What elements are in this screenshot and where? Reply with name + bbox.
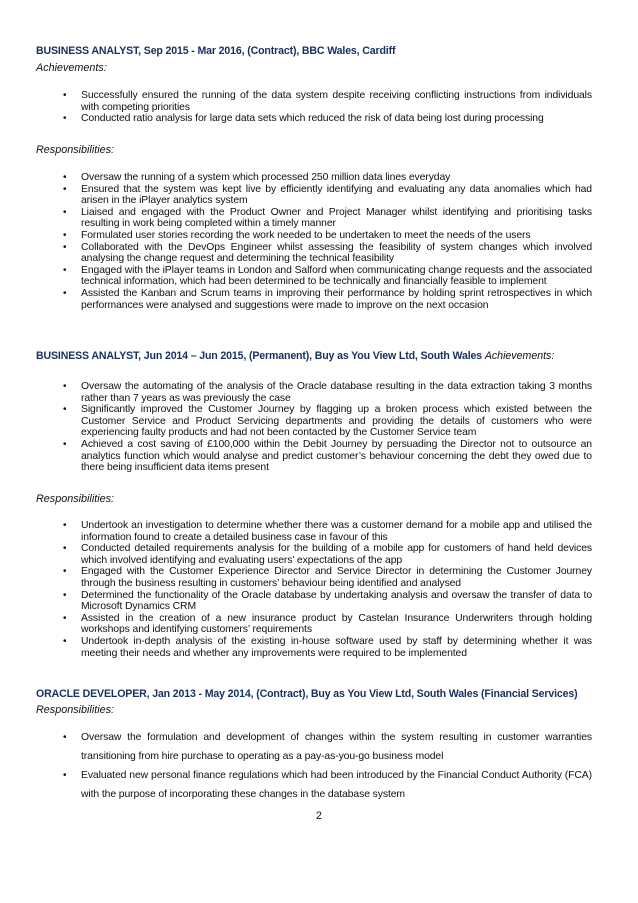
responsibilities-label: Responsibilities: [36,144,115,156]
job-heading-oracle-developer: ORACLE DEVELOPER, Jan 2013 - May 2014, (Contract), Buy as You View Ltd, South Wales (Financial Services) [36,688,578,700]
list-item: • Collaborated with the DevOps Engineer whilst assessing the feasibility of system changes which involved analysing the change request and determining the technical feasibility [63,241,592,265]
list-item: • Undertook an investigation to determine whether there was a customer demand for a mobile app and utilised the information found to create a detailed business case in favour of this [63,520,592,543]
responsibilities-list-bayv [36,520,592,659]
list-item: • Conducted detailed requirements analysis for the building of a mobile app for customers of hand held devices which involved identifying and evaluating users’ expectations of the app [63,543,592,566]
page-number: 2 [316,810,322,822]
list-item: • Engaged with the Customer Experience Director and Service Director in determining the Customer Journey through the business resulting in customers’ behaviour being identified and analysed [63,566,592,589]
list-item: • Achieved a cost saving of £100,000 within the Debit Journey by persuading the Director not to outsource an analytics function which would analyse and predict customer’s behaviour concerning the debt they owed due to there being insufficient data items present [63,438,592,474]
achievements-list-bbc [36,90,592,125]
list-item: • Oversaw the automating of the analysis of the Oracle database resulting in the data extraction taking 3 months rather than 7 years as was previously the case [63,381,592,404]
bullet-icon: • [63,635,67,647]
achievements-label: Achievements: [36,62,107,74]
bullet-icon: • [63,381,67,392]
responsibilities-label: Responsibilities: [36,704,115,716]
bullet-icon: • [63,732,67,743]
bullet-icon: • [63,264,67,276]
bullet-icon: • [63,183,67,195]
bullet-icon: • [63,113,67,125]
responsibilities-list-oracle [36,728,592,804]
list-item: • Undertook in-depth analysis of the existing in-house software used by staff by determining whether it was meeting their needs and whether any improvements were required to be implemented [63,635,592,659]
achievements-label: Achievements: [484,350,555,362]
job-heading-bbc: BUSINESS ANALYST, Sep 2015 - Mar 2016, (Contract), BBC Wales, Cardiff [36,45,396,57]
list-item: • Engaged with the iPlayer teams in London and Salford when communicating change requests and the associated technical information, which had been determined to be technically and financially feasible to implement [63,264,592,288]
list-item: • Oversaw the formulation and development of changes within the system resulting in customer warranties transitioning from hire purchase to operating as a pay-as-you-go business model [36,728,592,766]
list-item: • Formulated user stories recording the work needed to be undertaken to meet the needs of the users [63,229,531,241]
responsibilities-list-bbc [36,172,592,311]
responsibilities-label: Responsibilities: [36,493,115,505]
job-heading-buy-as-you-view-ba: BUSINESS ANALYST, Jun 2014 – Jun 2015, (Permanent), Buy as You View Ltd, South Wales Achievements: [36,350,555,362]
bullet-icon: • [63,520,67,531]
list-item: • Determined the functionality of the Oracle database by undertaking analysis and oversaw the transfer of data to Microsoft Dynamics CRM [63,589,592,613]
list-item: • Assisted the Kanban and Scrum teams in improving their performance by holding sprint retrospectives in which performances were analysed and suggestions were made to improve on the next occasion [63,287,592,311]
bullet-icon: • [63,438,67,450]
bullet-icon: • [63,589,67,601]
bullet-icon: • [63,241,67,253]
list-item: • Oversaw the running of a system which processed 250 million data lines everyday [63,172,451,183]
achievements-list-bayv [36,381,592,474]
bullet-icon: • [63,612,67,624]
bullet-icon: • [63,543,67,555]
bullet-icon: • [63,566,67,578]
bullet-icon: • [63,229,67,241]
bullet-icon: • [63,90,67,101]
list-item: • Conducted ratio analysis for large data sets which reduced the risk of data being lost during processing [63,113,544,125]
list-item: • Successfully ensured the running of the data system despite receiving conflicting instructions from individuals with competing priorities [63,90,592,113]
bullet-icon: • [63,770,67,781]
list-item: • Ensured that the system was kept live by efficiently identifying and evaluating any data anomalies which had arisen in the iPlayer analytics system [63,183,592,207]
list-item: • Assisted in the creation of a new insurance product by Castelan Insurance Underwriters through holding workshops and identifying customers’ requirements [63,612,592,636]
bullet-icon: • [63,404,67,416]
list-item: • Significantly improved the Customer Journey by flagging up a broken process which existed between the Customer Service and Product Servicing departments and providing the details of customers who were experiencing faulty products and had not been contacted by the Customer Service team [63,404,592,439]
bullet-icon: • [63,287,67,299]
bullet-icon: • [63,206,67,218]
list-item: • Evaluated new personal finance regulations which had been introduced by the Financial Conduct Authority (FCA) with the purpose of incorporating these changes in the database system [36,766,592,804]
list-item: • Liaised and engaged with the Product Owner and Project Manager whilst identifying and prioritising tasks resulting in work being completed within a timely manner [63,206,592,230]
bullet-icon: • [63,172,67,183]
